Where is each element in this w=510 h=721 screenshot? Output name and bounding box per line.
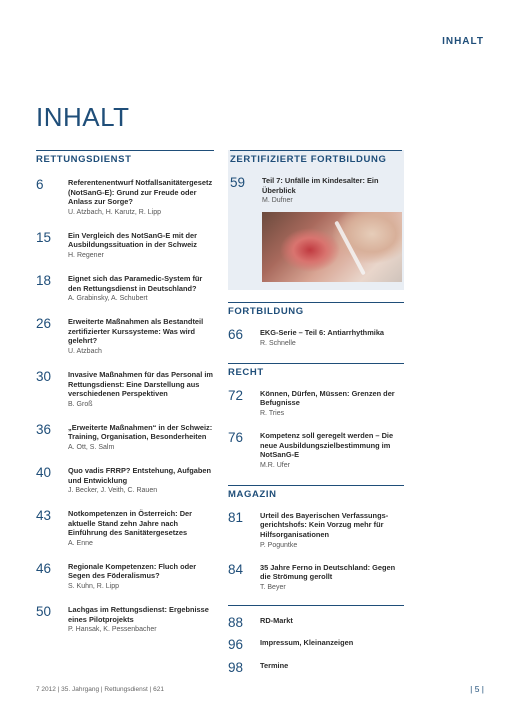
page-number: 40 [36, 464, 52, 480]
article-title: Eignet sich das Paramedic-System für den Rettungsdienst in Deutschland? [68, 273, 203, 293]
toc-entry[interactable] [228, 563, 404, 593]
article-title: Lachgas im Rettungsdienst: Ergebnisse eines Pilotprojekts [68, 605, 209, 624]
page-number: 88 [228, 614, 244, 630]
page-number: 36 [36, 421, 52, 437]
article-title: Erweiterte Maßnahmen als Bestandteil zertifizierter Kurssysteme: Was wird gelehrt? [68, 317, 204, 346]
section-misc [228, 605, 404, 675]
page-number: 18 [36, 272, 52, 288]
article-authors: M. Dufner [262, 197, 293, 205]
article-authors: B. Groß [68, 400, 93, 408]
article-authors: P. Hansak, K. Pessenbacher [68, 626, 157, 634]
photo-detail [334, 221, 366, 276]
article-authors: M.R. Ufer [260, 461, 290, 469]
page-number: 43 [36, 508, 52, 524]
toc-entry[interactable] [230, 176, 402, 206]
page-number: 50 [36, 604, 52, 620]
article-title: Notkompetenzen in Österreich: Der aktuelle Stand zehn Jahre nach Einführung des Sanitätergesetzes [68, 509, 193, 538]
footer-page-number: | 5 | [470, 684, 484, 694]
article-title: Referentenentwurf Notfallsanitätergesetz (NotSanG-E): Grund zur Freude oder Anlass zur Sorge? [68, 178, 213, 207]
toc-entry[interactable] [36, 178, 214, 218]
section-recht [228, 363, 404, 471]
toc-entry[interactable] [36, 231, 214, 261]
article-title: Kompetenz soll geregelt werden – Die neue Ausbildungszielbestimmung im NotSanG-E [260, 430, 394, 460]
section-title: ZERTIFIZIERTE FORTBILDUNG [230, 150, 402, 168]
toc-entry[interactable] [36, 274, 214, 304]
left-column [36, 150, 214, 635]
page-number: 81 [228, 509, 244, 525]
article-authors: P. Poguntke [260, 541, 298, 549]
page-number: 72 [228, 387, 244, 403]
toc-entry[interactable] [36, 509, 214, 549]
page-title: INHALT [36, 102, 130, 132]
article-title: Invasive Maßnahmen für das Personal im Rettungsdienst: Eine Darstellung aus verschiedenen Perspektiven [68, 369, 213, 399]
page-number: 84 [228, 561, 244, 577]
header-section-tag: INHALT [442, 36, 484, 47]
article-title: Impressum, Kleinanzeigen [260, 638, 354, 648]
section-title: MAGAZIN [228, 485, 404, 503]
toc-entry[interactable] [228, 511, 404, 551]
section-title: RECHT [228, 363, 404, 381]
article-title: Termine [260, 660, 289, 670]
right-column [228, 150, 404, 675]
section-zertifizierte-fortbildung [228, 150, 404, 290]
article-authors: R. Tries [260, 409, 285, 417]
page-number: 46 [36, 560, 52, 576]
page-number: 76 [228, 429, 244, 445]
page-number: 66 [228, 327, 244, 343]
page-number: 15 [36, 229, 52, 245]
article-authors: S. Kuhn, R. Lipp [68, 583, 119, 591]
toc-entry[interactable] [228, 431, 404, 471]
article-title: 35 Jahre Ferno in Deutschland: Gegen die Strömung gerollt [260, 562, 396, 582]
article-title: Regionale Kompetenzen: Fluch oder Segen des Föderalismus? [68, 561, 197, 581]
toc-entry[interactable] [228, 659, 404, 675]
toc-entry[interactable] [36, 466, 214, 496]
article-authors: J. Becker, J. Veith, C. Rauen [68, 487, 158, 495]
article-title: Quo vadis FRRP? Entstehung, Aufgaben und Entwicklung [68, 465, 212, 485]
toc-entry[interactable] [228, 637, 404, 653]
article-title: Urteil des Bayerischen Verfassungs-gerichtshofs: Kein Vorzug mehr für Hilfsorganisationen [260, 510, 389, 539]
article-authors: A. Enne [68, 539, 93, 547]
article-authors: A. Grabinsky, A. Schubert [68, 295, 148, 303]
article-photo [262, 212, 402, 282]
toc-entry[interactable] [36, 370, 214, 410]
article-title: EKG-Serie – Teil 6: Antiarrhythmika [260, 328, 385, 338]
article-title: Ein Vergleich des NotSanG-E mit der Ausbildungssituation in der Schweiz [68, 230, 197, 250]
section-title: FORTBILDUNG [228, 302, 404, 320]
section-magazin [228, 485, 404, 593]
page-number: 26 [36, 316, 52, 332]
toc-entry[interactable] [228, 389, 404, 419]
article-authors: U. Atzbach, H. Karutz, R. Lipp [68, 208, 161, 216]
footer-issue-info: 7 2012 | 35. Jahrgang | Rettungsdienst | 621 [36, 686, 164, 693]
toc-entry[interactable] [36, 423, 214, 453]
page-number: 6 [36, 177, 44, 192]
page-number: 96 [228, 637, 244, 653]
toc-entry[interactable] [36, 605, 214, 635]
section-rettungsdienst [36, 150, 214, 635]
article-authors: A. Ott, S. Salm [68, 443, 115, 451]
toc-entry[interactable] [36, 562, 214, 592]
article-authors: T. Beyer [260, 583, 286, 591]
article-authors: U. Atzbach [68, 347, 102, 355]
section-fortbildung [228, 302, 404, 349]
page-number: 98 [228, 659, 244, 675]
article-authors: H. Regener [68, 251, 104, 259]
page-number: 30 [36, 368, 52, 384]
article-title: „Erweiterte Maßnahmen“ in der Schweiz: Training, Organisation, Besonderheiten [68, 422, 213, 442]
article-authors: R. Schnelle [260, 339, 296, 347]
section-divider [228, 605, 404, 610]
article-title: Teil 7: Unfälle im Kindesalter: Ein Überblick [262, 176, 379, 195]
article-title: RD-Markt [260, 615, 293, 625]
toc-entry[interactable] [228, 328, 404, 349]
toc-entry[interactable] [228, 614, 404, 630]
section-title: RETTUNGSDIENST [36, 150, 214, 168]
page-number: 59 [230, 175, 246, 190]
toc-entry[interactable] [36, 317, 214, 357]
article-title: Können, Dürfen, Müssen: Grenzen der Befugnisse [260, 388, 395, 408]
